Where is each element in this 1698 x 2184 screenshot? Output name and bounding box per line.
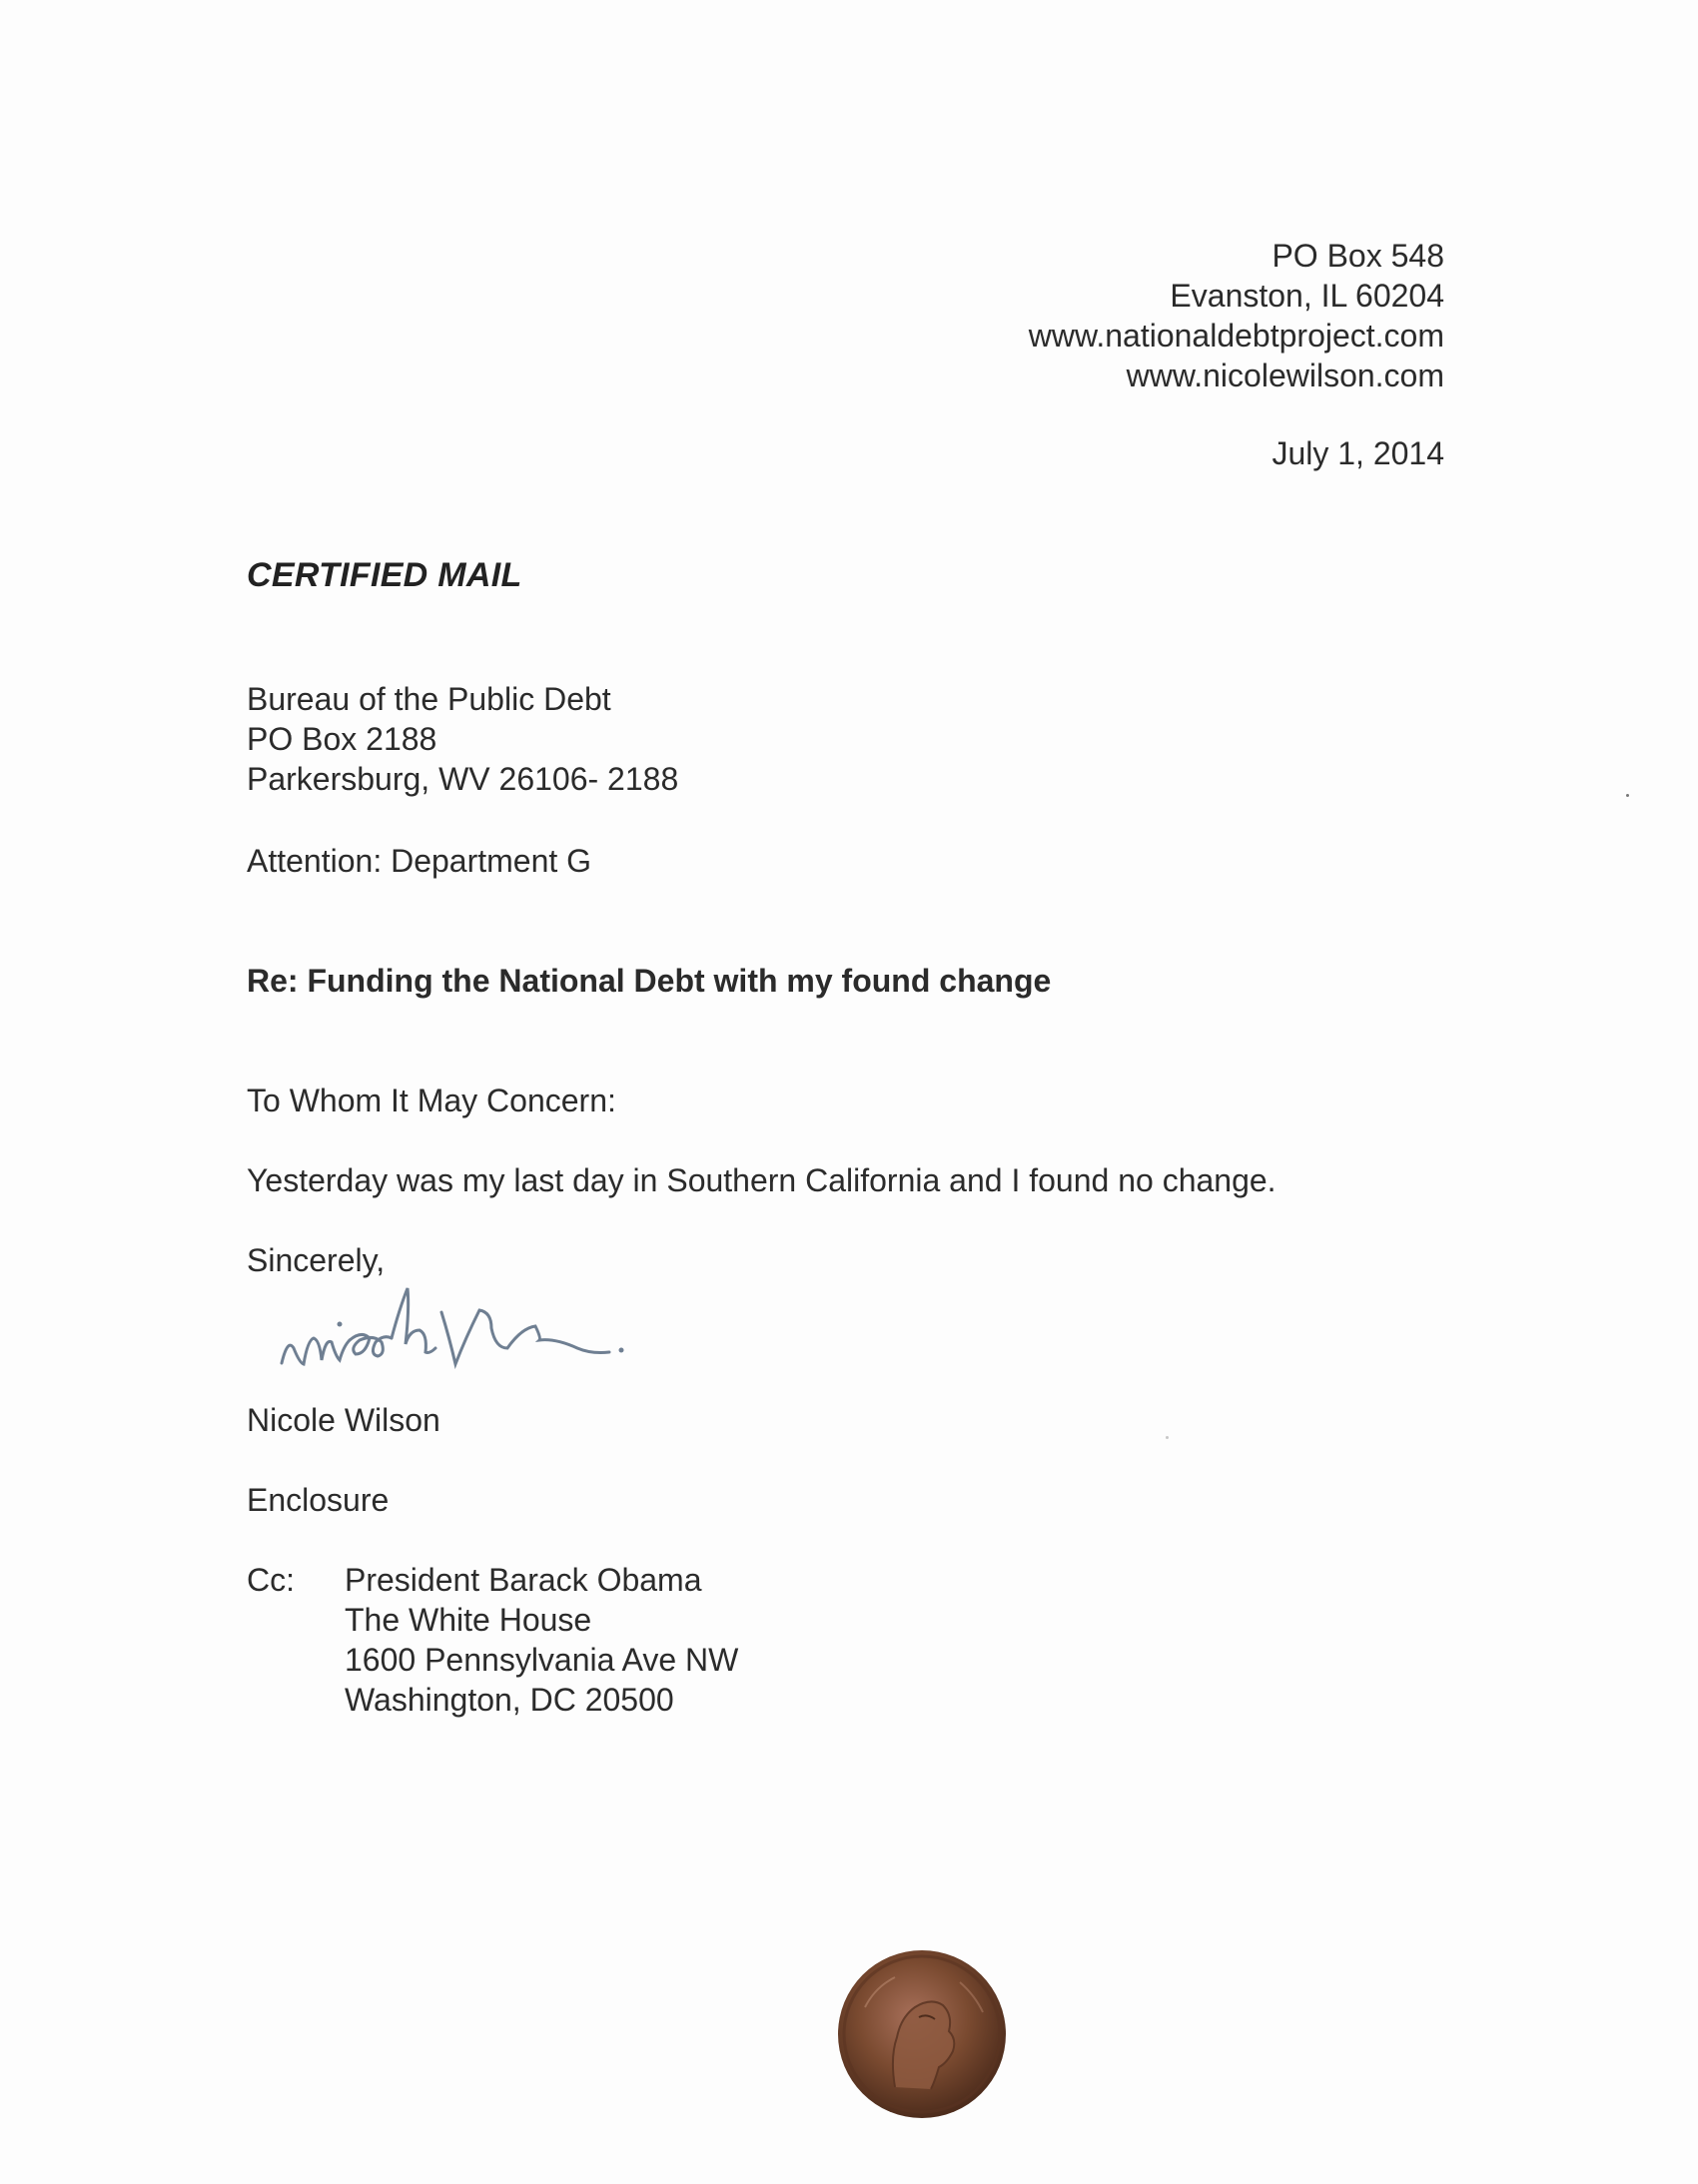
attention-line: Attention: Department G [247,843,592,879]
handwritten-signature [270,1268,639,1383]
subject-line: Re: Funding the National Debt with my found change [247,963,1052,999]
sender-website-2: www.nicolewilson.com [1126,358,1444,393]
recipient-po-box: PO Box 2188 [247,721,437,757]
recipient-name: Bureau of the Public Debt [247,681,611,717]
letter-date: July 1, 2014 [1272,435,1444,471]
cc-name: President Barack Obama [345,1562,702,1598]
enclosure-note: Enclosure [247,1482,390,1518]
recipient-address [247,679,678,799]
sender-po-box: PO Box 548 [1272,238,1444,274]
letter-body: Yesterday was my last day in Southern California and I found no change. [247,1162,1276,1198]
sender-website-1: www.nationaldebtproject.com [1028,318,1444,354]
signer-name: Nicole Wilson [247,1402,440,1438]
sender-city-state-zip: Evanston, IL 60204 [1170,278,1444,314]
recipient-city-state-zip: Parkersburg, WV 26106- 2188 [247,761,679,797]
cc-city-state-zip: Washington, DC 20500 [345,1682,674,1718]
certified-mail-heading: CERTIFIED MAIL [247,556,522,594]
penny-coin-icon [835,1947,1009,2121]
salutation: To Whom It May Concern: [247,1083,616,1118]
closing: Sincerely, [247,1242,386,1278]
cc-address [345,1560,738,1720]
paper-speck [1166,1436,1169,1439]
cc-label: Cc: [247,1562,295,1598]
cc-place: The White House [345,1602,592,1638]
sender-address [1029,236,1444,395]
paper-speck [1626,794,1629,797]
cc-street: 1600 Pennsylvania Ave NW [345,1642,739,1678]
